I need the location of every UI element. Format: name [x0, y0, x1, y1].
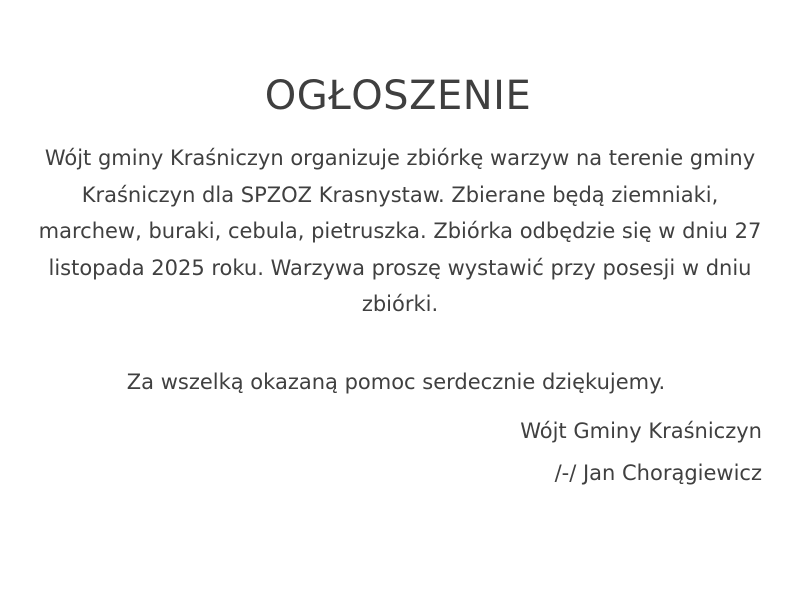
signature-office: Wójt Gminy Kraśniczyn: [520, 419, 762, 443]
signature-name: /-/ Jan Chorągiewicz: [554, 461, 762, 485]
announcement-title: OGŁOSZENIE: [264, 73, 532, 119]
signature-block: [520, 410, 762, 494]
announcement-body: Wójt gminy Kraśniczyn organizuje zbiórkę warzyw na terenie gminy Kraśniczyn dla SPZOZ Krasnystaw. Zbierane będą ziemniaki, marchew, buraki, cebula, pietruszka. Zbiórka odbędzie się w dniu 27 listopada 2025 roku. Warzywa proszę wystawić przy posesji w dniu zbiórki.: [38, 146, 762, 316]
thanks-line: Za wszelką okazaną pomoc serdecznie dziękujemy.: [126, 370, 666, 394]
